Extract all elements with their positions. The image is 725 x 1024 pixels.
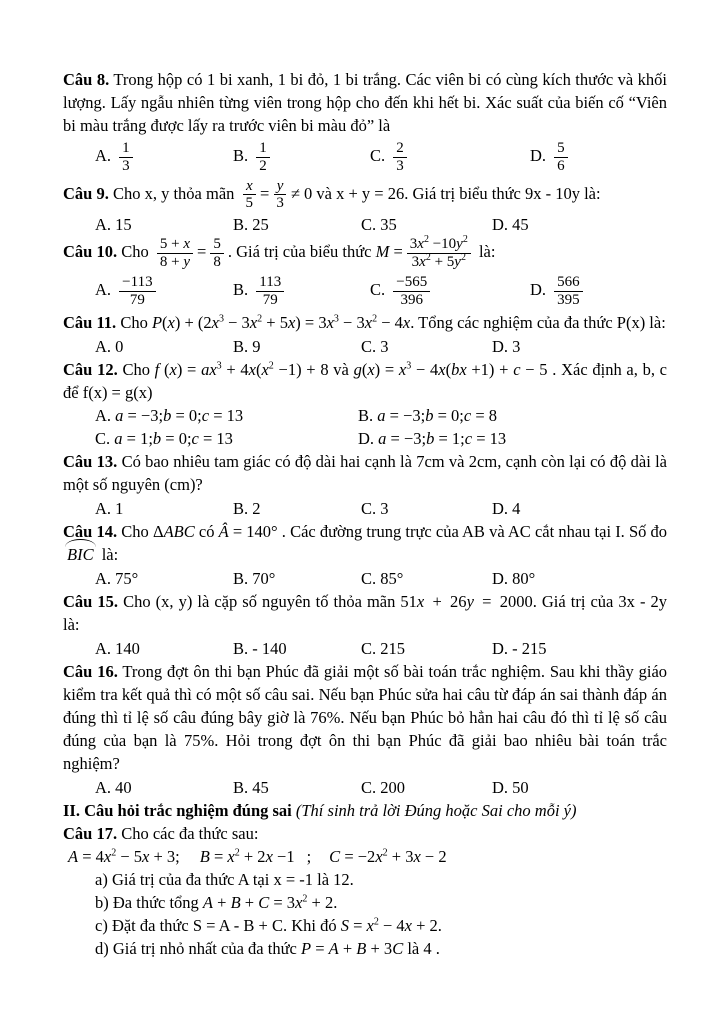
- math-expression: y: [276, 177, 284, 194]
- question-label: Câu 14.: [63, 522, 118, 542]
- option-item: A. 15: [95, 214, 132, 234]
- question-label: Câu 17.: [63, 824, 118, 844]
- math-expression: 51x + 26y = 2000.: [400, 592, 537, 612]
- option-key: A.: [95, 146, 112, 166]
- options-row: [95, 566, 667, 590]
- math-expression: 1: [259, 140, 267, 156]
- option-key: C.: [361, 568, 377, 588]
- math-expression: 113: [259, 273, 282, 290]
- question-block: [63, 520, 667, 590]
- option-key: D.: [358, 429, 375, 449]
- fraction-numerator: [256, 274, 284, 292]
- document-body: [63, 68, 667, 960]
- fraction-denominator: [119, 158, 133, 175]
- math-expression: −565: [396, 273, 428, 290]
- question-text: Câu 11. Cho $P(x) + (2x^3 - 3x^2 + 5x) = 3x^3 - 3x^2 - 4x$. Tổng các nghiệm của đa thức P(x) là:: [63, 313, 666, 333]
- math-expression: 395: [557, 291, 580, 308]
- fraction-denominator: [157, 254, 193, 271]
- option-key: A.: [95, 777, 112, 797]
- option-key: D.: [492, 498, 509, 518]
- option-key: A.: [95, 336, 112, 356]
- option-item: B. 45: [233, 777, 269, 797]
- statement-line: d) Giá trị nhỏ nhất của đa thức P = A + B + 3C là 4 .: [95, 939, 440, 959]
- fraction: [393, 140, 407, 175]
- math-expression: $C = -2x^2 + 3x - 2$: [329, 847, 447, 867]
- fraction-denominator: [398, 292, 427, 309]
- math-expression: 2: [396, 140, 404, 156]
- math-expression: 396: [400, 291, 423, 308]
- math-expression: $B = x^2 + 2x -1$: [199, 847, 295, 867]
- fraction-numerator: [393, 140, 407, 158]
- option-key: A.: [95, 638, 112, 658]
- option-key: B.: [233, 777, 249, 797]
- question-label: Câu 9.: [63, 183, 109, 203]
- math-expression: $S = x^2 - 4x + 2$.: [340, 916, 442, 936]
- option-key: B.: [233, 498, 249, 518]
- option-item: C. 200: [361, 777, 406, 797]
- fraction-denominator: [554, 158, 568, 175]
- option-key: D.: [492, 568, 509, 588]
- option-item: A. 0: [95, 336, 124, 356]
- math-expression: 6: [557, 157, 565, 174]
- question-label: Câu 10.: [63, 242, 118, 262]
- question-text: Câu 10. Cho $\frac{5 + x}{8 + y}$ = $\frac{5}{8}$ . Giá trị của biểu thức M = $\frac{3x^2 -10y^2}{3x^2 + 5y^2}$ là:: [63, 234, 496, 270]
- formula-line: $A = 4x^2 - 5x + 3$; $B = x^2 + 2x -1$ ; $C = -2x^2 + 3x - 2$: [68, 847, 447, 867]
- fraction-numerator: [119, 140, 133, 158]
- math-expression: x: [245, 177, 253, 194]
- fraction-denominator: [409, 251, 469, 271]
- math-expression: 566: [557, 273, 580, 290]
- question-text: Câu 14. Cho ΔABC có Â = 140° . Các đường trung trực của AB và AC cắt nhau tại I. Số đo BIC là:: [63, 522, 668, 565]
- fraction: [210, 236, 224, 271]
- section-title: II. Câu hỏi trắc nghiệm đúng sai: [63, 801, 296, 821]
- option-key: C.: [370, 279, 386, 299]
- math-expression: 5: [245, 195, 254, 212]
- fraction-denominator: [243, 195, 257, 212]
- option-key: C.: [361, 336, 377, 356]
- fraction: [256, 140, 270, 175]
- question-label: Câu 16.: [63, 662, 118, 682]
- option-item: A. 75°: [95, 568, 139, 588]
- fraction: [119, 274, 155, 309]
- fraction: [554, 140, 568, 175]
- math-expression: 79: [262, 291, 278, 308]
- question-label: Câu 15.: [63, 592, 119, 612]
- arc-notation: [65, 543, 96, 566]
- statement-line: a) Giá trị của đa thức A tại x = -1 là 12.: [95, 870, 354, 890]
- option-item: C. 85°: [361, 568, 404, 588]
- math-expression: 5: [213, 236, 221, 253]
- math-expression: 3: [396, 157, 404, 174]
- fraction-numerator: [210, 236, 224, 254]
- option-item: B. 25: [233, 214, 269, 234]
- options-row: [95, 775, 667, 799]
- option-item: B. 9: [233, 336, 261, 356]
- math-expression: 2: [259, 157, 267, 174]
- fraction-denominator: [210, 254, 224, 271]
- option-item: D. 45: [492, 214, 529, 234]
- fraction: [243, 178, 257, 213]
- option-item: C. 3: [361, 336, 389, 356]
- option-item: C. 215: [361, 638, 406, 658]
- option-key: C.: [95, 429, 111, 449]
- option-item: [530, 274, 667, 309]
- option-key: B.: [233, 279, 249, 299]
- option-item: [95, 404, 358, 427]
- math-expression: a = −3;b = 1;c = 13: [378, 429, 507, 449]
- option-item: [233, 274, 370, 309]
- question-label: Câu 8.: [63, 70, 110, 89]
- option-item: B. - 140: [233, 638, 287, 658]
- statement-line: b) Đa thức tổng $A + B + C = 3x^2 + 2$.: [95, 893, 338, 913]
- option-item: B. 70°: [233, 568, 276, 588]
- option-item: C. 35: [361, 214, 397, 234]
- option-item: B. 2: [233, 498, 261, 518]
- fraction-numerator: [274, 178, 287, 196]
- math-expression: 3: [122, 157, 130, 174]
- option-key: D.: [492, 214, 509, 234]
- option-key: B.: [233, 638, 249, 658]
- math-expression: 3: [276, 195, 284, 212]
- option-item: [358, 404, 667, 427]
- option-item: [233, 140, 370, 175]
- question-label: Câu 11.: [63, 313, 117, 333]
- question-text: Câu 8. Trong hộp có 1 bi xanh, 1 bi đỏ, 1 bi trắng. Các viên bi có cùng kích thước và khối lượng. Lấy ngẫu nhiên từng viên trong hộp cho đến khi hết bi. Xác suất của biến cố “Viên bi màu trắng được lấy ra trước viên bi màu đỏ” là: [63, 70, 668, 135]
- fraction-denominator: [393, 158, 407, 175]
- options-row: [95, 271, 667, 312]
- option-key: B.: [233, 214, 249, 234]
- math-expression: P = A + B + 3C: [300, 939, 404, 959]
- fraction: [393, 274, 430, 309]
- option-key: A.: [95, 406, 112, 426]
- question-block: [63, 450, 667, 520]
- option-item: [358, 427, 667, 450]
- question-text: Câu 13. Có bao nhiêu tam giác có độ dài hai cạnh là 7cm và 2cm, cạnh còn lại có độ dài là một số nguyên (cm)?: [63, 452, 667, 495]
- section-header: [63, 799, 667, 822]
- fraction: [273, 178, 287, 213]
- options-row: [95, 334, 667, 358]
- options-row: [95, 137, 667, 178]
- question-block: [63, 178, 667, 237]
- option-item: [370, 140, 530, 175]
- option-item: [370, 274, 530, 309]
- math-expression: ΔABC: [152, 522, 195, 542]
- option-key: D.: [492, 777, 509, 797]
- math-expression: Â = 140°: [218, 522, 278, 542]
- option-key: B.: [233, 146, 249, 166]
- option-key: D.: [530, 279, 547, 299]
- option-item: D. 4: [492, 498, 521, 518]
- question-text: Câu 15. Cho (x, y) là cặp số nguyên tố thỏa mãn 51x + 26y = 2000. Giá trị của 3x - 2y là:: [63, 592, 668, 635]
- option-item: [95, 427, 358, 450]
- math-expression: −113: [122, 273, 153, 290]
- fraction-denominator: [260, 292, 281, 309]
- options-row: [95, 404, 667, 450]
- question-block: [63, 660, 667, 799]
- question-text: Câu 12. Cho f $(x) = ax^3 + 4x(x^2 -1) + 8$ và $g(x) = x^3 - 4x(bx +1) + c - 5$ . Xác định a, b, c để f(x) = g(x): [63, 360, 668, 403]
- option-key: A.: [95, 498, 112, 518]
- options-row: [95, 636, 667, 660]
- fraction-numerator: [393, 274, 430, 292]
- math-expression: $A = 4x^2 - 5x + 3$;: [68, 847, 180, 867]
- fraction: [119, 140, 133, 175]
- fraction-numerator: [157, 236, 193, 254]
- math-expression: a = −3;b = 0;c = 8: [377, 406, 497, 426]
- fraction: [407, 236, 471, 271]
- question-block: [63, 358, 667, 450]
- fraction-numerator: [554, 274, 583, 292]
- math-expression: $g(x) = x^3 - 4x(bx +1) + c - 5$: [353, 360, 548, 380]
- options-row: [95, 212, 667, 236]
- option-key: C.: [361, 498, 377, 518]
- option-key: C.: [370, 146, 386, 166]
- option-item: D. 50: [492, 777, 529, 797]
- options-row: [95, 496, 667, 520]
- question-text: Câu 9. Cho x, y thỏa mãn $\frac{x}{5}$ = $\frac{y}{3}$ ≠ 0 và x + y = 26. Giá trị biểu thức 9x - 10y là:: [63, 177, 601, 212]
- math-expression: M =: [375, 242, 403, 262]
- fraction-denominator: [273, 195, 287, 212]
- fraction-numerator: [554, 140, 568, 158]
- option-key: D.: [492, 336, 509, 356]
- fraction-denominator: [127, 292, 148, 309]
- option-item: A. 140: [95, 638, 140, 658]
- option-item: D. 3: [492, 336, 521, 356]
- math-expression: a = −3;b = 0;c = 13: [115, 406, 244, 426]
- option-item: [95, 140, 233, 175]
- math-expression: $3x^2 -10y^2$: [409, 234, 468, 253]
- math-expression: a = 1;b = 0;c = 13: [114, 429, 233, 449]
- option-item: [530, 140, 667, 175]
- option-key: C.: [361, 777, 377, 797]
- math-expression: f $(x) = ax^3 + 4x(x^2 -1) + 8$: [154, 360, 329, 380]
- question-block: [63, 311, 667, 358]
- math-expression: 79: [129, 291, 145, 308]
- option-key: B.: [233, 336, 249, 356]
- question-block: [63, 236, 667, 311]
- math-expression: 5: [557, 140, 565, 156]
- option-key: A.: [95, 279, 112, 299]
- option-item: [95, 274, 233, 309]
- option-item: C. 3: [361, 498, 389, 518]
- question-block: [63, 590, 667, 660]
- option-item: A. 40: [95, 777, 132, 797]
- fraction: [157, 236, 193, 271]
- option-key: B.: [233, 568, 249, 588]
- question-label: Câu 13.: [63, 452, 118, 472]
- section-note: (Thí sinh trả lời Đúng hoặc Sai cho mỗi ý): [295, 801, 577, 821]
- question-label: Câu 12.: [63, 360, 118, 380]
- fraction-numerator: [243, 178, 256, 196]
- option-key: A.: [95, 214, 112, 234]
- option-key: A.: [95, 568, 112, 588]
- fraction-numerator: [256, 140, 270, 158]
- math-expression: $P(x) + (2x^3 - 3x^2 + 5x) = 3x^3 - 3x^2 - 4x$.: [151, 313, 415, 333]
- option-key: C.: [361, 638, 377, 658]
- fraction: [256, 274, 284, 309]
- question-text: Câu 17. Cho các đa thức sau:: [63, 824, 259, 844]
- option-item: D. - 215: [492, 638, 547, 658]
- fraction-numerator: [119, 274, 155, 292]
- math-expression: BIC: [67, 545, 94, 565]
- question-block: [63, 822, 667, 960]
- option-key: D.: [492, 638, 509, 658]
- math-expression: 5 + x: [159, 236, 190, 253]
- math-expression: $A + B + C = 3x^2 + 2$.: [202, 893, 338, 913]
- fraction-denominator: [256, 158, 270, 175]
- option-key: D.: [530, 146, 547, 166]
- option-item: A. 1: [95, 498, 124, 518]
- option-key: C.: [361, 214, 377, 234]
- question-block: [63, 68, 667, 178]
- option-item: D. 80°: [492, 568, 536, 588]
- option-key: B.: [358, 406, 374, 426]
- fraction-denominator: [554, 292, 583, 309]
- math-expression: 1: [122, 140, 130, 156]
- math-expression: $3x^2 + 5y^2$: [411, 251, 466, 270]
- question-text: Câu 16. Trong đợt ôn thi bạn Phúc đã giải một số bài toán trắc nghiệm. Sau khi thầy giáo kiểm tra kết quả thì có một số câu sai. Nếu bạn Phúc sửa hai câu từ đáp án sai thành đáp án đúng thì tỉ lệ số câu đúng bây giờ là 76%. Nếu bạn Phúc bỏ hẳn hai câu đó thì tỉ lệ số câu đúng của bạn là 75%. Hỏi trong đợt ôn thi bạn Phúc đã giải bao nhiêu bài toán trắc nghiệm?: [63, 662, 668, 774]
- math-expression: 8 + y: [159, 253, 190, 270]
- statement-line: c) Đặt đa thức S = A - B + C. Khi đó $S = x^2 - 4x + 2$.: [95, 916, 442, 936]
- math-expression: 8: [213, 253, 221, 270]
- fraction: [554, 274, 583, 309]
